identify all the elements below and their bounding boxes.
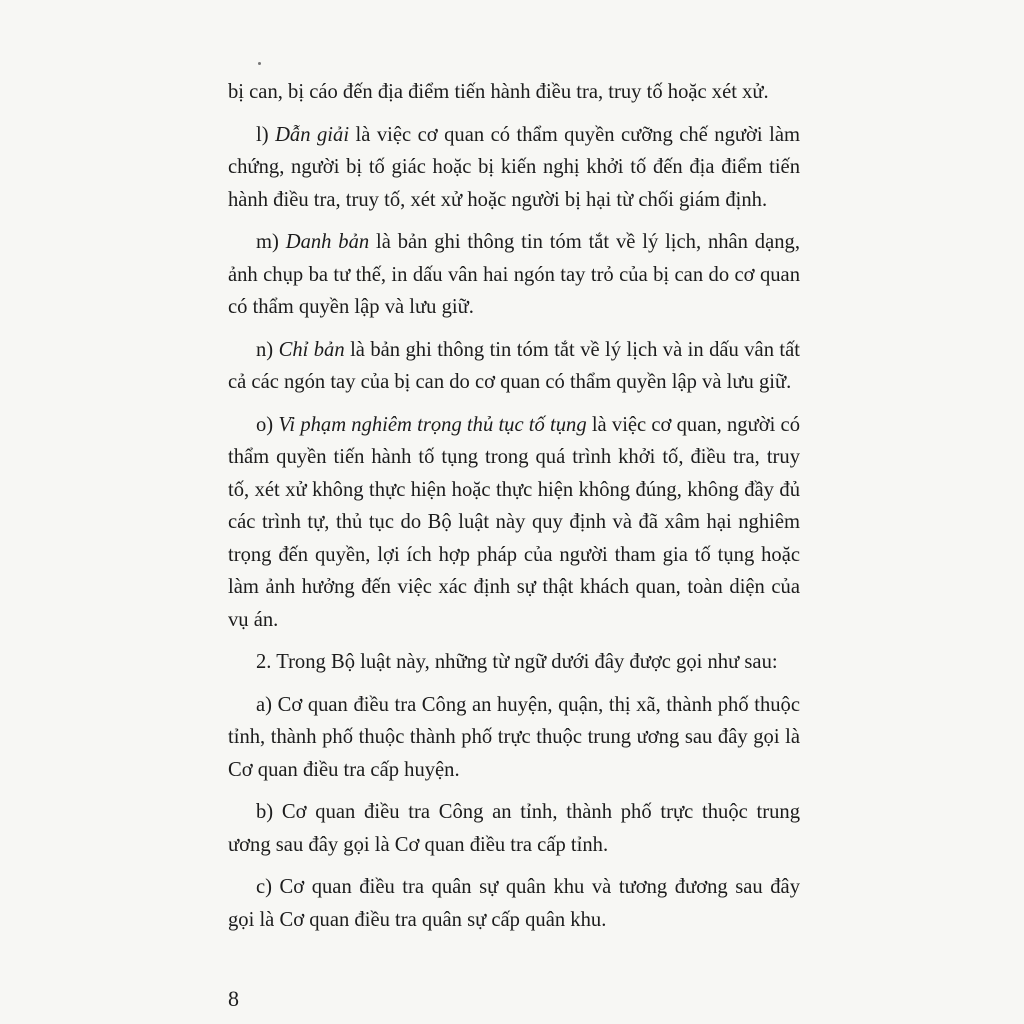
paragraph-text: a) Cơ quan điều tra Công an huyện, quận, thị xã, thành phố thuộc tỉnh, thành phố thuộc thành phố trực thuộc trung ương sau đây gọi là Cơ quan điều tra cấp huyện. [228, 693, 800, 781]
definition-term: Dẫn giải [275, 123, 350, 146]
paragraph-continuation [228, 76, 800, 109]
page-number: 8 [228, 986, 239, 1011]
definition-o [228, 409, 800, 637]
paragraph-text: c) Cơ quan điều tra quân sự quân khu và tương đương sau đây gọi là Cơ quan điều tra quân sự cấp quân khu. [228, 876, 800, 931]
clause-2-intro [228, 646, 800, 679]
paragraph-text: 2. Trong Bộ luật này, những từ ngữ dưới đây được gọi như sau: [256, 651, 778, 673]
definition-m [228, 226, 800, 324]
definition-label: l) [256, 123, 276, 146]
paragraph-text: b) Cơ quan điều tra Công an tỉnh, thành phố trực thuộc trung ương sau đây gọi là Cơ quan điều tra cấp tỉnh. [228, 801, 800, 856]
clause-2c [228, 871, 800, 936]
definition-text: là bản ghi thông tin tóm tắt về lý lịch, nhân dạng, ảnh chụp ba tư thế, in dấu vân hai ngón tay trỏ của bị can do cơ quan có thẩm quyền lập và lưu giữ. [228, 231, 800, 318]
definition-label: n) [256, 338, 279, 361]
definition-term: Chỉ bản [278, 338, 345, 361]
body-text [228, 76, 800, 946]
definition-n [228, 334, 800, 399]
paragraph-text: bị can, bị cáo đến địa điểm tiến hành điều tra, truy tố hoặc xét xử. [228, 81, 769, 103]
definition-text: là bản ghi thông tin tóm tắt về lý lịch và in dấu vân tất cả các ngón tay của bị can do cơ quan có thẩm quyền lập và lưu giữ. [228, 338, 800, 393]
clause-2b [228, 796, 800, 861]
definition-term: Vi phạm nghiêm trọng thủ tục tố tụng [278, 413, 587, 436]
definition-label: m) [256, 231, 286, 253]
definition-l [228, 119, 800, 217]
clause-2a [228, 689, 800, 787]
speck-mark [258, 62, 261, 65]
definition-label: o) [256, 413, 279, 436]
definition-text: là việc cơ quan có thẩm quyền cưỡng chế người làm chứng, người bị tố giác hoặc bị kiến nghị khởi tố đến địa điểm tiến hành điều tra, truy tố, xét xử hoặc người bị hại từ chối giám định. [228, 123, 801, 211]
definition-term: Danh bản [285, 231, 370, 253]
definition-text: là việc cơ quan, người có thẩm quyền tiến hành tố tụng trong quá trình khởi tố, điều tra, truy tố, xét xử không thực hiện hoặc thực hiện không đúng, không đầy đủ các trình tự, thủ tục do Bộ luật này quy định và đã xâm hại nghiêm trọng đến quyền, lợi ích hợp pháp của người tham gia tố tụng hoặc làm ảnh hưởng đến việc xác định sự thật khách quan, toàn diện của vụ án. [228, 413, 800, 631]
